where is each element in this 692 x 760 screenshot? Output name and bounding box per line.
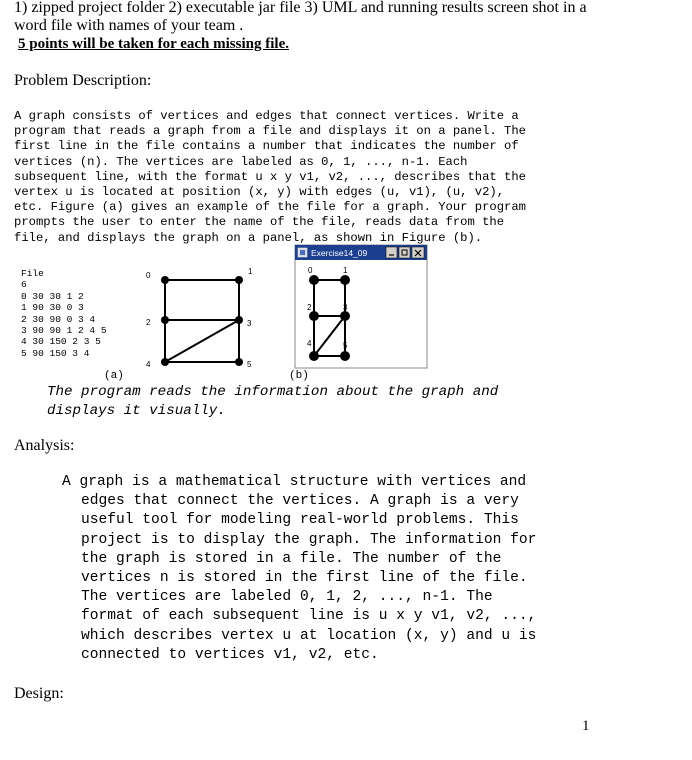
- file-line: 0 30 30 1 2: [21, 290, 84, 302]
- vertex-b-1: [340, 275, 350, 285]
- vertex-label-5: 5: [247, 360, 252, 369]
- analysis-line: The vertices are labeled 0, 1, 2, ..., n-1. The: [81, 589, 493, 606]
- design-heading: Design:: [14, 685, 64, 702]
- vertex-label-2: 2: [146, 318, 151, 327]
- window-title: Exercise14_09: [311, 248, 368, 258]
- figure-b-label: (b): [289, 370, 309, 382]
- analysis-line: connected to vertices v1, v2, etc.: [81, 646, 379, 663]
- problem-line: etc. Figure (a) gives an example of the file for a graph. Your program: [14, 200, 526, 215]
- vertex-label-0: 0: [146, 271, 151, 280]
- problem-line: program that reads a graph from a file and displays it on a panel. The: [14, 124, 526, 139]
- missing-file-warning: 5 points will be taken for each missing file.: [18, 36, 289, 52]
- minimize-button[interactable]: [386, 247, 397, 258]
- file-line: 1 90 30 0 3: [21, 302, 84, 314]
- vertex-1: [235, 276, 243, 284]
- header-line-2: word file with names of your team .: [14, 17, 244, 34]
- vertex-b-label-0: 0: [308, 266, 313, 275]
- vertex-4: [161, 358, 169, 366]
- vertex-0: [161, 276, 169, 284]
- header-line-1: 1) zipped project folder 2) executable jar file 3) UML and running results screen shot in a: [14, 0, 587, 16]
- page-number: 1: [582, 718, 590, 734]
- vertex-2: [161, 316, 169, 324]
- vertex-b-label-2: 2: [307, 303, 312, 312]
- vertex-b-label-4: 4: [307, 339, 312, 348]
- analysis-line: project is to display the graph. The information for: [81, 531, 537, 548]
- vertex-b-5: [340, 351, 350, 361]
- vertex-b-label-3: 3: [343, 303, 348, 312]
- vertex-label-1: 1: [248, 267, 253, 276]
- vertex-b-label-1: 1: [343, 266, 348, 275]
- edge-3-4: [165, 320, 239, 362]
- vertex-b-label-5: 5: [343, 341, 348, 350]
- problem-line: A graph consists of vertices and edges that connect vertices. Write a: [14, 109, 519, 123]
- analysis-line: useful tool for modeling real-world problems. This: [81, 512, 519, 529]
- vertex-label-3: 3: [247, 319, 252, 328]
- vertex-3: [235, 316, 243, 324]
- app-icon-inner: [300, 250, 305, 255]
- vertex-b-0: [309, 275, 319, 285]
- analysis-line: A graph is a mathematical structure with vertices and: [62, 474, 527, 490]
- figure-a-label: (a): [104, 370, 124, 382]
- problem-line: vertices (n). The vertices are labeled as 0, 1, ..., n-1. Each: [14, 154, 468, 169]
- analysis-text: [62, 473, 537, 665]
- analysis-line: vertices n is stored in the first line of the file.: [81, 570, 528, 587]
- figure-caption-line-2: displays it visually.: [47, 403, 226, 419]
- analysis-line: which describes vertex u at location (x, y) and u is: [81, 627, 537, 644]
- problem-line: subsequent line, with the format u x y v1, v2, ..., describes that the: [14, 169, 526, 184]
- problem-heading: Problem Description:: [14, 72, 152, 89]
- figure-caption-line-1: The program reads the information about the graph and: [47, 384, 499, 400]
- file-line: 5 90 150 3 4: [21, 347, 90, 359]
- maximize-button[interactable]: [399, 247, 410, 258]
- problem-line: file, and displays the graph on a panel, as shown in Figure (b).: [14, 230, 483, 245]
- analysis-heading: Analysis:: [14, 437, 75, 454]
- file-line: 6: [21, 279, 27, 291]
- file-line: 2 30 90 0 3 4: [21, 313, 96, 325]
- vertex-b-4: [309, 351, 319, 361]
- problem-line: prompts the user to enter the name of the file, reads data from the: [14, 215, 505, 230]
- analysis-line: edges that connect the vertices. A graph is a very: [81, 493, 519, 510]
- vertex-5: [235, 358, 243, 366]
- analysis-line: the graph is stored in a file. The number of the: [81, 550, 502, 567]
- graph-a-edges: [165, 280, 239, 362]
- vertex-label-4: 4: [146, 360, 151, 369]
- file-line: 4 30 150 2 3 5: [21, 336, 101, 348]
- problem-line: vertex u is located at position (x, y) with edges (u, v1), (u, v2),: [14, 185, 505, 200]
- file-line: 3 90 90 1 2 4 5: [21, 325, 107, 337]
- vertex-b-2: [309, 311, 319, 321]
- analysis-line: format of each subsequent line is u x y v1, v2, ...,: [81, 608, 537, 625]
- problem-line: first line in the file contains a number that indicates the number of: [14, 139, 519, 154]
- vertex-b-3: [340, 311, 350, 321]
- file-label: File: [21, 268, 44, 279]
